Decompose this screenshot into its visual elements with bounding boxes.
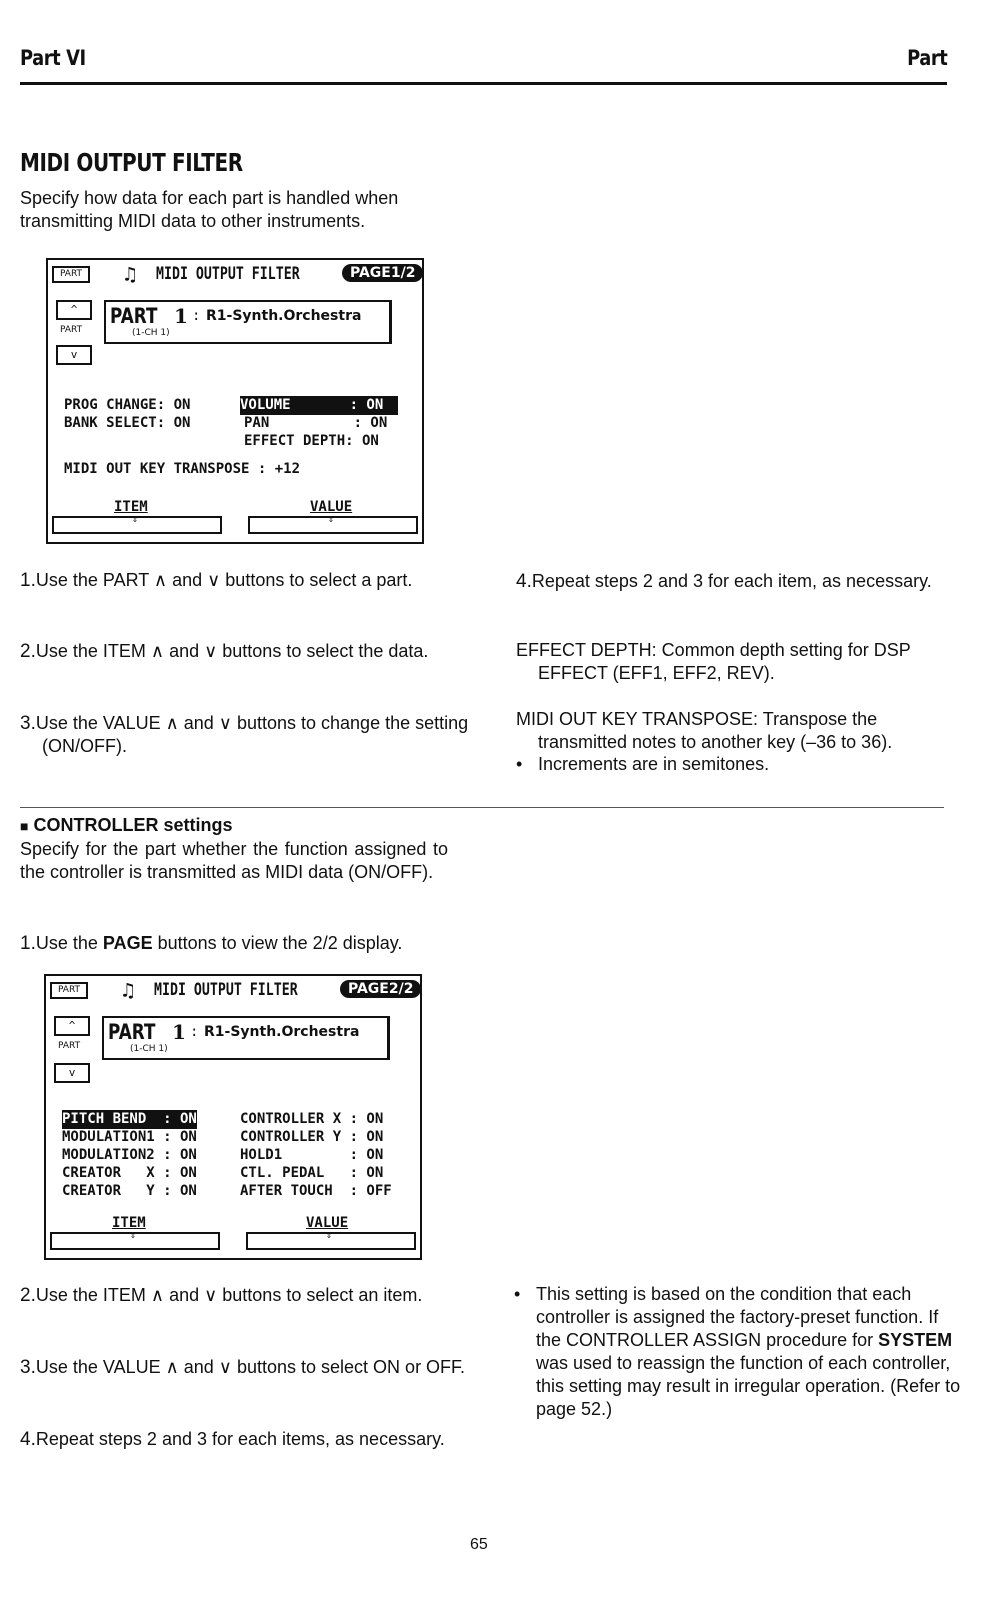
item-updown-button[interactable]: ⇕ (50, 1232, 220, 1250)
header-rule (20, 82, 947, 85)
part-number: 1 (174, 304, 188, 328)
after-touch-row[interactable]: AFTER TOUCH : OFF (240, 1183, 392, 1199)
effect-depth-row[interactable]: EFFECT DEPTH: ON (244, 433, 379, 449)
step-1: 1.Use the PART ∧ and ∨ buttons to select a part. (20, 570, 413, 591)
screen-title: MIDI OUTPUT FILTER (156, 264, 300, 284)
screen-title: MIDI OUTPUT FILTER (154, 980, 298, 1000)
page-title: MIDI OUTPUT FILTER (20, 148, 243, 177)
part-name: R1-Synth.Orchestra (206, 308, 362, 324)
pitch-bend-row-selected[interactable]: PITCH BEND : ON (62, 1111, 197, 1127)
part-name: R1-Synth.Orchestra (204, 1024, 360, 1040)
part-button[interactable]: PART (50, 982, 88, 999)
volume-row-selected[interactable]: VOLUME : ON (240, 396, 398, 415)
part-label: PART (108, 1020, 156, 1044)
step-3: 3.Use the VALUE ∧ and ∨ buttons to change the setting (ON/OFF). (20, 713, 469, 756)
header-left: Part VI (20, 46, 86, 70)
part-display (104, 300, 392, 344)
part-down-button[interactable]: v (56, 345, 92, 365)
pan-row[interactable]: PAN : ON (244, 415, 388, 431)
music-note-icon: ♫ (122, 978, 135, 1002)
value-label: VALUE (310, 499, 353, 515)
value-updown-button[interactable]: ⇕ (246, 1232, 416, 1250)
page-indicator[interactable]: PAGE1/2 (342, 264, 423, 282)
page-number: 65 (470, 1536, 488, 1553)
step-4: 4.Repeat steps 2 and 3 for each item, as necessary. (516, 571, 932, 592)
creator-y-row[interactable]: CREATOR Y : ON (62, 1183, 197, 1199)
controller-x-row[interactable]: CONTROLLER X : ON (240, 1111, 384, 1127)
transpose-row[interactable]: MIDI OUT KEY TRANSPOSE : +12 (64, 461, 301, 477)
music-note-icon: ♫ (124, 262, 137, 286)
item-label: ITEM (114, 499, 148, 515)
part-label: PART (110, 304, 158, 328)
section-divider (20, 807, 944, 808)
value-updown-button[interactable]: ⇕ (248, 516, 418, 534)
item-label: ITEM (112, 1215, 146, 1231)
part-side-label: PART (58, 1041, 81, 1051)
controller-intro: Specify for the part whether the function assigned to the controller is transmitted as MIDI data (ON/OFF). (20, 839, 448, 882)
part-button[interactable]: PART (52, 266, 90, 283)
header-right: Part (906, 46, 947, 70)
part-number: 1 (172, 1020, 186, 1044)
ctl-pedal-row[interactable]: CTL. PEDAL : ON (240, 1165, 384, 1181)
hold1-row[interactable]: HOLD1 : ON (240, 1147, 384, 1163)
value-label: VALUE (306, 1215, 349, 1231)
lcd-screen-page1 (46, 258, 424, 544)
page-indicator[interactable]: PAGE2/2 (340, 980, 421, 998)
controller-step-4: 4.Repeat steps 2 and 3 for each items, as necessary. (20, 1429, 445, 1450)
part-up-button[interactable]: ^ (56, 300, 92, 320)
intro-text: Specify how data for each part is handled when transmitting MIDI data to other instruments. (20, 188, 399, 231)
part-display (102, 1016, 390, 1060)
part-up-button[interactable]: ^ (54, 1016, 90, 1036)
controller-assign-note: • This setting is based on the condition that each controller is assigned the factory-preset function. If the CONTROLLER ASSIGN procedure for SYSTEM was used to reassign the function of each controller, this setting may result in irregular operation. (Refer to page 52.) (514, 1283, 964, 1421)
part-colon: : (190, 1024, 199, 1040)
step-2: 2.Use the ITEM ∧ and ∨ buttons to select the data. (20, 641, 429, 662)
controller-heading: ■ CONTROLLER settings (20, 815, 233, 835)
part-channel: (1-CH 1) (132, 328, 170, 338)
controller-y-row[interactable]: CONTROLLER Y : ON (240, 1129, 384, 1145)
part-side-label: PART (60, 325, 83, 335)
semitones-note: • Increments are in semitones. (516, 753, 769, 776)
part-colon: : (192, 308, 201, 324)
lcd-screen-page2 (44, 974, 422, 1260)
controller-step-1: 1.Use the PAGE buttons to view the 2/2 display. (20, 933, 403, 954)
part-down-button[interactable]: v (54, 1063, 90, 1083)
bank-select-row[interactable]: BANK SELECT: ON (64, 415, 191, 431)
controller-step-2: 2.Use the ITEM ∧ and ∨ buttons to select an item. (20, 1285, 423, 1306)
effect-depth-note: EFFECT DEPTH: Common depth setting for DSP EFFECT (EFF1, EFF2, REV). (516, 640, 911, 683)
creator-x-row[interactable]: CREATOR X : ON (62, 1165, 197, 1181)
modulation1-row[interactable]: MODULATION1 : ON (62, 1129, 197, 1145)
item-updown-button[interactable]: ⇕ (52, 516, 222, 534)
transpose-note: MIDI OUT KEY TRANSPOSE: Transpose the transmitted notes to another key (–36 to 36). (516, 709, 893, 752)
part-channel: (1-CH 1) (130, 1044, 168, 1054)
controller-step-3: 3.Use the VALUE ∧ and ∨ buttons to select ON or OFF. (20, 1357, 466, 1378)
prog-change-row[interactable]: PROG CHANGE: ON (64, 397, 191, 413)
modulation2-row[interactable]: MODULATION2 : ON (62, 1147, 197, 1163)
